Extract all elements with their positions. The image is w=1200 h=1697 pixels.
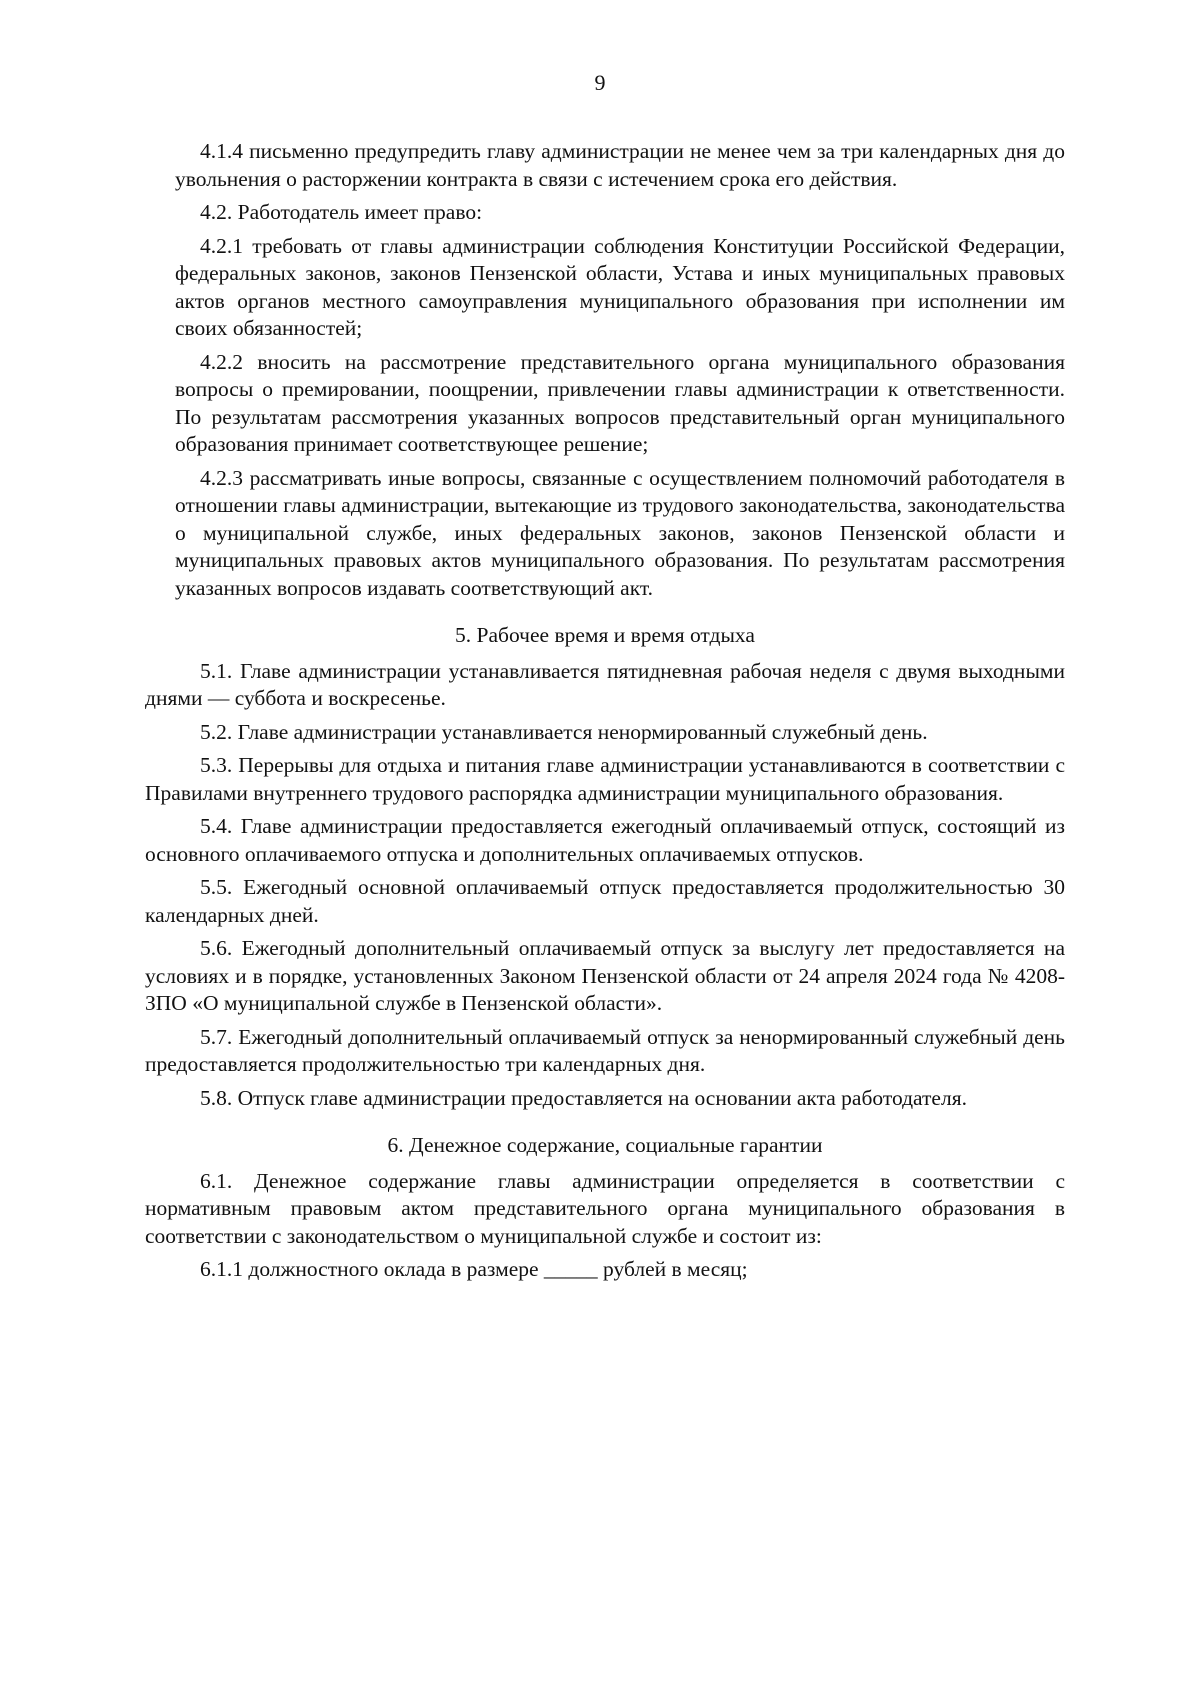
document-body [145, 138, 1065, 1290]
paragraph-4-2-3: 4.2.3 рассматривать иные вопросы, связанные с осуществлением полномочий работодателя в отношении главы администрации, вытекающие из трудового законодательства, законодательства о муниципальной службе, иных федеральных законов, законов Пензенской области и муниципальных правовых актов муниципального образования. По результатам рассмотрения указанных вопросов издавать соответствующий акт. [175, 465, 1065, 600]
paragraph-5-3: 5.3. Перерывы для отдыха и питания главе администрации устанавливаются в соответствии с Правилами внутреннего трудового распорядка администрации муниципального образования. [145, 753, 1065, 805]
section-heading-6: 6. Денежное содержание, социальные гарантии [387, 1133, 823, 1157]
paragraph-5-2: 5.2. Главе администрации устанавливается ненормированный служебный день. [200, 719, 928, 744]
paragraph-4-2-1: 4.2.1 требовать от главы администрации соблюдения Конституции Российской Федерации, федеральных законов, законов Пензенской области, Устава и иных муниципальных правовых актов органов местного самоуправления муниципального образования при исполнении им своих обязанностей; [175, 233, 1065, 340]
section-heading-5: 5. Рабочее время и время отдыха [455, 623, 755, 647]
paragraph-5-5: 5.5. Ежегодный основной оплачиваемый отпуск предоставляется продолжительностью 30 календарных дней. [145, 875, 1065, 927]
paragraph-5-1: 5.1. Главе администрации устанавливается пятидневная рабочая неделя с двумя выходными днями — суббота и воскресенье. [145, 658, 1065, 710]
paragraph-5-7: 5.7. Ежегодный дополнительный оплачиваемый отпуск за ненормированный служебный день предоставляется продолжительностью три календарных дня. [145, 1024, 1065, 1076]
paragraph-5-8: 5.8. Отпуск главе администрации предоставляется на основании акта работодателя. [200, 1085, 967, 1110]
paragraph-5-6: 5.6. Ежегодный дополнительный оплачиваемый отпуск за выслугу лет предоставляется на условиях и в порядке, установленных Законом Пензенской области от 24 апреля 2024 года № 4208-ЗПО «О муниципальной службе в Пензенской области». [145, 936, 1065, 1015]
paragraph-5-4: 5.4. Главе администрации предоставляется ежегодный оплачиваемый отпуск, состоящий из основного оплачиваемого отпуска и дополнительных оплачиваемых отпусков. [145, 814, 1065, 866]
paragraph-4-1-4: 4.1.4 письменно предупредить главу администрации не менее чем за три календарных дня до увольнения о расторжении контракта в связи с истечением срока его действия. [175, 139, 1065, 191]
paragraph-4-2-2: 4.2.2 вносить на рассмотрение представительного органа муниципального образования вопросы о премировании, поощрении, привлечении главы администрации к ответственности. По результатам рассмотрения указанных вопросов представительный орган муниципального образования принимает соответствующее решение; [175, 349, 1065, 456]
page-number: 9 [594, 70, 606, 95]
paragraph-6-1-1: 6.1.1 должностного оклада в размере _____ рублей в месяц; [200, 1257, 748, 1281]
paragraph-4-2: 4.2. Работодатель имеет право: [200, 200, 483, 224]
paragraph-6-1: 6.1. Денежное содержание главы администрации определяется в соответствии с нормативным правовым актом представительного органа муниципального образования в соответствии с законодательством о муниципальной службе и состоит из: [145, 1168, 1065, 1248]
